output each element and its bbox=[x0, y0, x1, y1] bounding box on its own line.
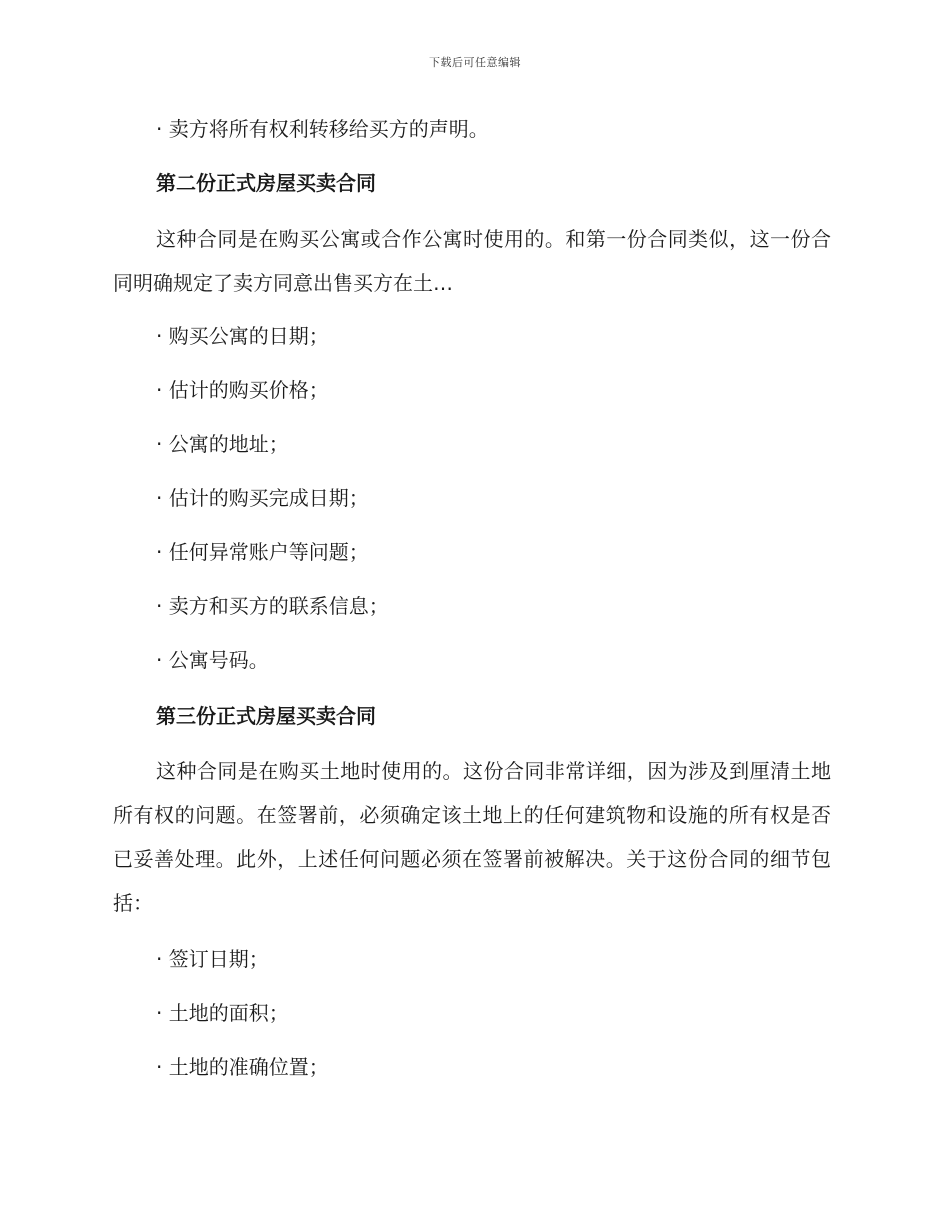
paragraph: 这种合同是在购买公寓或合作公寓时使用的。和第一份合同类似，这一份合同明确规定了卖方同意出售买方在土… bbox=[113, 227, 831, 295]
list-item: · 估计的购买完成日期； bbox=[156, 486, 369, 510]
list-item: · 估计的购买价格； bbox=[156, 378, 329, 402]
list-item: · 卖方将所有权利转移给买方的声明。 bbox=[156, 117, 489, 141]
section-heading: 第二份正式房屋买卖合同 bbox=[156, 171, 376, 195]
list-item: · 任何异常账户等问题； bbox=[156, 540, 369, 564]
list-item: · 土地的面积； bbox=[156, 1001, 289, 1025]
section-heading: 第三份正式房屋买卖合同 bbox=[156, 704, 376, 728]
list-item: · 土地的准确位置； bbox=[156, 1055, 329, 1079]
paragraph: 这种合同是在购买土地时使用的。这份合同非常详细，因为涉及到厘清土地所有权的问题。在签署前，必须确定该土地上的任何建筑物和设施的所有权是否已妥善处理。此外，上述任何问题必须在签署前被解决。关于这份合同的细节包括： bbox=[113, 759, 831, 915]
list-item: · 购买公寓的日期； bbox=[156, 324, 329, 348]
list-item: · 公寓的地址； bbox=[156, 432, 289, 456]
header-note: 下载后可任意编辑 bbox=[429, 56, 521, 69]
list-item: · 卖方和买方的联系信息； bbox=[156, 594, 389, 618]
list-item: · 签订日期； bbox=[156, 947, 269, 971]
list-item: · 公寓号码。 bbox=[156, 648, 269, 672]
